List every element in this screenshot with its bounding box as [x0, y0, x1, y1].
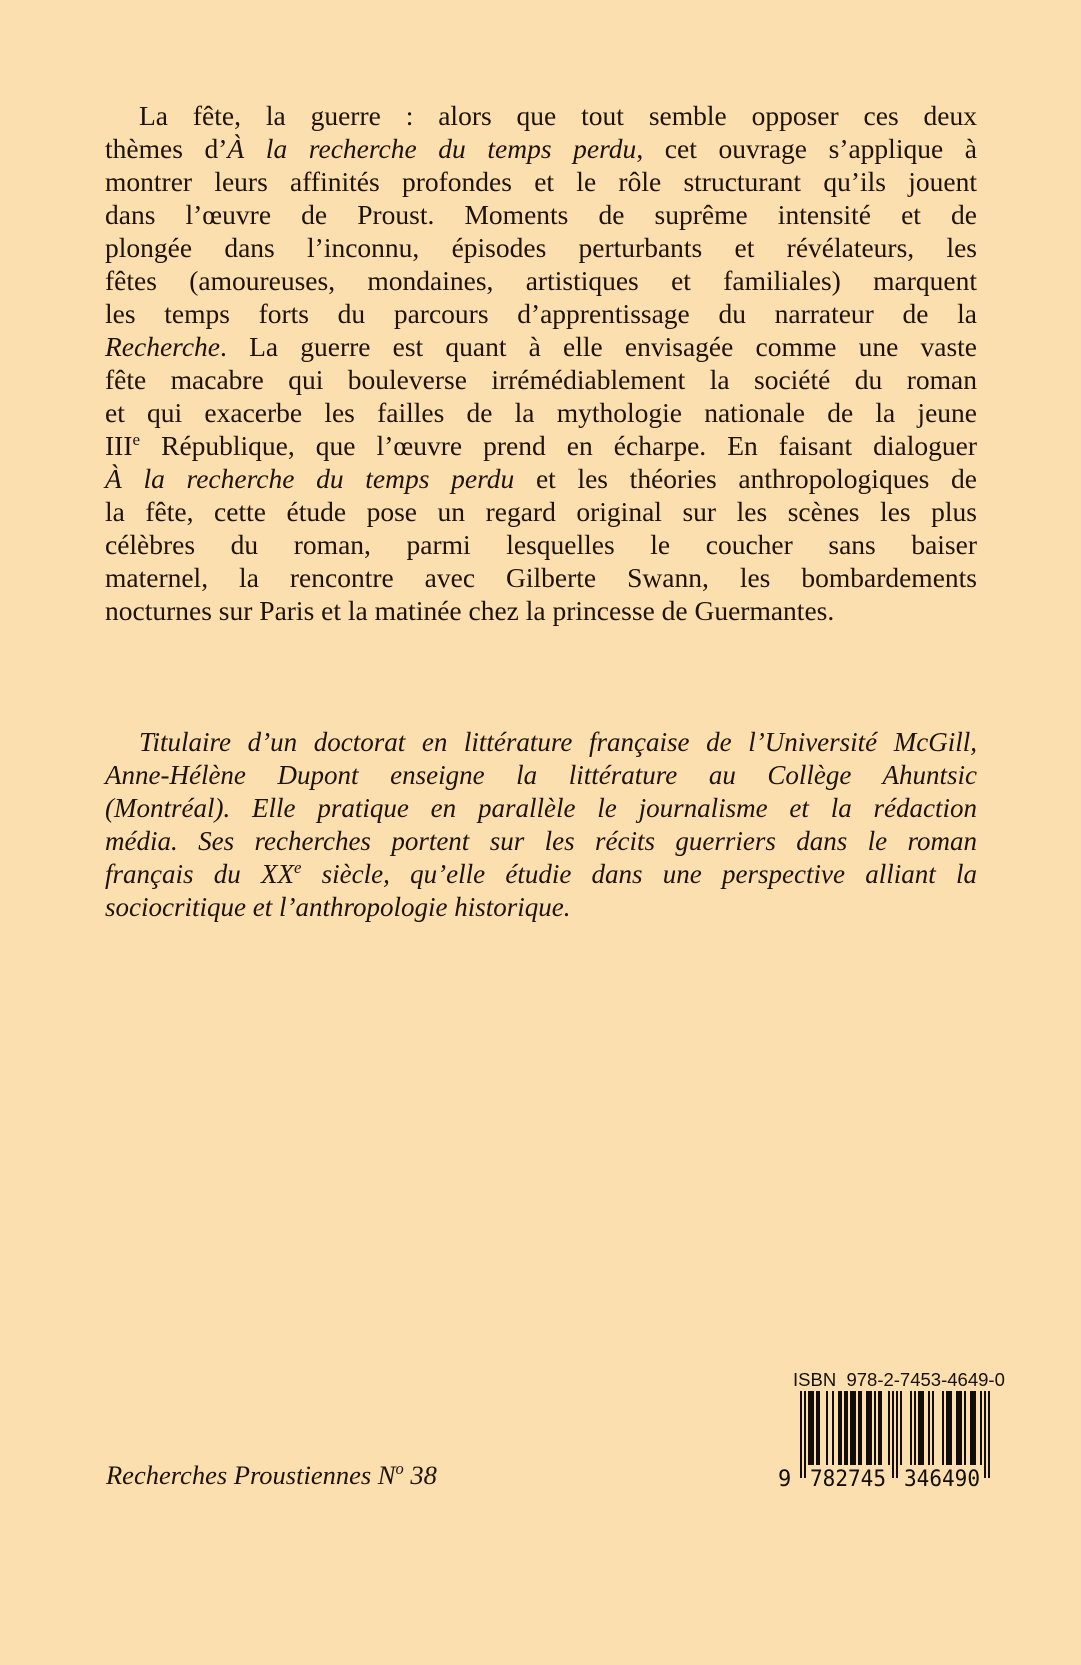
text-line [105, 132, 977, 165]
barcode-bar [918, 1391, 920, 1465]
barcode-bar [840, 1391, 842, 1465]
text-line [105, 198, 977, 231]
barcode-bar [812, 1391, 814, 1465]
barcode-bar [972, 1391, 974, 1465]
text-segment: e [132, 429, 141, 449]
text-segment: Titulaire d’un doctorat en littérature française de l’Université McGill, [139, 727, 977, 757]
text-segment: III [105, 430, 133, 461]
text-line [105, 495, 977, 528]
barcode-bar [818, 1391, 820, 1465]
barcode-bar [914, 1391, 916, 1465]
collection-name [106, 1460, 437, 1490]
text-segment: Anne-Hélène Dupont enseigne la littérature au Collège Ahuntsic [105, 760, 977, 790]
text-segment: . La guerre est quant à elle envisagée comme une vaste [220, 331, 977, 362]
barcode-bar [858, 1391, 860, 1465]
text-line [105, 858, 977, 891]
text-line [105, 363, 977, 396]
barcode-bar [964, 1391, 966, 1465]
barcode-bar [874, 1391, 876, 1465]
text-segment: sociocritique et l’anthropologie historique. [105, 892, 571, 922]
barcode-bar [984, 1391, 986, 1478]
barcode-bar [932, 1391, 934, 1465]
text-line [105, 528, 977, 561]
text-segment: la fête, cette étude pose un regard original sur les scènes les plus [105, 496, 977, 527]
barcode-bar [946, 1391, 948, 1465]
text-segment: dans l’œuvre de Proust. Moments de suprême intensité et de [105, 199, 977, 230]
text-segment: célèbres du roman, parmi lesquelles le coucher sans baiser [105, 529, 977, 560]
text-line [105, 264, 977, 297]
ean-digits: 9 [778, 1467, 792, 1491]
barcode-bar [880, 1391, 882, 1465]
barcode-bar [988, 1391, 990, 1478]
barcode-bar [950, 1391, 952, 1465]
text-segment: siècle, qu’elle étudie dans une perspective alliant la [301, 859, 977, 889]
barcode-bar [948, 1391, 950, 1465]
barcode-bar [852, 1391, 854, 1465]
text-segment: plongée dans l’inconnu, épisodes perturbants et révélateurs, les [105, 232, 977, 263]
text-line [105, 462, 977, 495]
barcode-bar [878, 1391, 880, 1465]
text-line [105, 429, 977, 462]
barcode-bar [892, 1391, 894, 1478]
text-segment: maternel, la rencontre avec Gilberte Swann, les bombardements [105, 562, 977, 593]
barcode-bar [922, 1391, 924, 1465]
isbn-label: ISBN 978-2-7453-4649-0 [793, 1369, 1005, 1390]
text-segment: o [395, 1459, 404, 1479]
barcode-bar [960, 1391, 962, 1465]
barcode-bar [900, 1391, 902, 1465]
author-bio [105, 726, 977, 924]
text-line [105, 561, 977, 594]
text-line [105, 594, 977, 627]
barcode-bar [868, 1391, 870, 1465]
barcode-bar [888, 1391, 890, 1465]
text-segment: fêtes (amoureuses, mondaines, artistiques et familiales) marquent [105, 265, 977, 296]
text-segment: et qui exacerbe les failles de la mythologie nationale de la jeune [105, 397, 977, 428]
text-segment: thèmes d’ [105, 133, 228, 164]
text-line [105, 396, 977, 429]
text-segment: Recherche [105, 331, 221, 362]
barcode-bar [826, 1391, 828, 1465]
text-line [105, 165, 977, 198]
barcode-bar [974, 1391, 976, 1465]
barcode-bar [866, 1391, 868, 1465]
barcode-bar [870, 1391, 872, 1465]
text-line [105, 726, 977, 759]
text-line [105, 891, 977, 924]
barcode-bar [838, 1391, 840, 1465]
barcode-bar [832, 1391, 834, 1465]
text-line [105, 825, 977, 858]
text-line [105, 231, 977, 264]
text-segment: , cet ouvrage s’applique à [636, 133, 977, 164]
text-segment: les temps forts du parcours d’apprentissage du narrateur de la [105, 298, 977, 329]
barcode-bar [920, 1391, 922, 1465]
barcode-bar [804, 1391, 806, 1478]
barcode-bar [800, 1391, 802, 1478]
text-segment: et les théories anthropologiques de [514, 463, 977, 494]
barcode-bar [816, 1391, 818, 1465]
ean-barcode [776, 1391, 992, 1491]
text-line [105, 99, 977, 132]
text-segment: À la recherche du temps perdu [227, 133, 637, 164]
text-column [105, 99, 977, 924]
barcode-bar [970, 1391, 972, 1465]
barcode-bar [850, 1391, 852, 1465]
barcode-bar [860, 1391, 862, 1465]
text-segment: nocturnes sur Paris et la matinée chez la princesse de Guermantes. [105, 595, 835, 626]
barcode-bar [910, 1391, 912, 1465]
ean-barcode-graphic [776, 1391, 992, 1491]
ean-digits: 346490 [904, 1467, 980, 1491]
barcode-bar [980, 1391, 982, 1465]
text-segment: e [293, 858, 302, 877]
barcode-bar [810, 1391, 812, 1465]
text-segment: média. Ses recherches portent sur les récits guerriers dans le roman [105, 826, 977, 856]
ean-digits: 782745 [810, 1467, 886, 1491]
barcode-bar [958, 1391, 960, 1465]
barcode-bar [808, 1391, 810, 1465]
text-line [105, 330, 977, 363]
text-segment: montrer leurs affinités profondes et le rôle structurant qu’ils jouent [105, 166, 977, 197]
barcode-bar [928, 1391, 930, 1465]
text-segment: À la recherche du temps perdu [105, 463, 515, 494]
text-segment: La fête, la guerre : alors que tout semble opposer ces deux [139, 100, 977, 131]
text-line [105, 297, 977, 330]
barcode-bar [854, 1391, 856, 1465]
barcode-bar [956, 1391, 958, 1465]
text-line [105, 759, 977, 792]
barcode-bar [846, 1391, 848, 1465]
text-segment: République, que l’œuvre prend en écharpe. En faisant dialoguer [140, 430, 977, 461]
text-segment: français du XX [105, 859, 294, 889]
back-cover-blurb [105, 99, 977, 627]
text-segment: 38 [403, 1460, 437, 1490]
text-segment: fête macabre qui bouleverse irrémédiablement la société du roman [105, 364, 977, 395]
text-segment: (Montréal). Elle pratique en parallèle le journalisme et la rédaction [105, 793, 977, 823]
text-segment: Recherches Proustiennes N [106, 1460, 396, 1490]
barcode-bar [896, 1391, 898, 1478]
text-line [105, 792, 977, 825]
barcode-bar [942, 1391, 944, 1465]
barcode-bar [844, 1391, 846, 1465]
